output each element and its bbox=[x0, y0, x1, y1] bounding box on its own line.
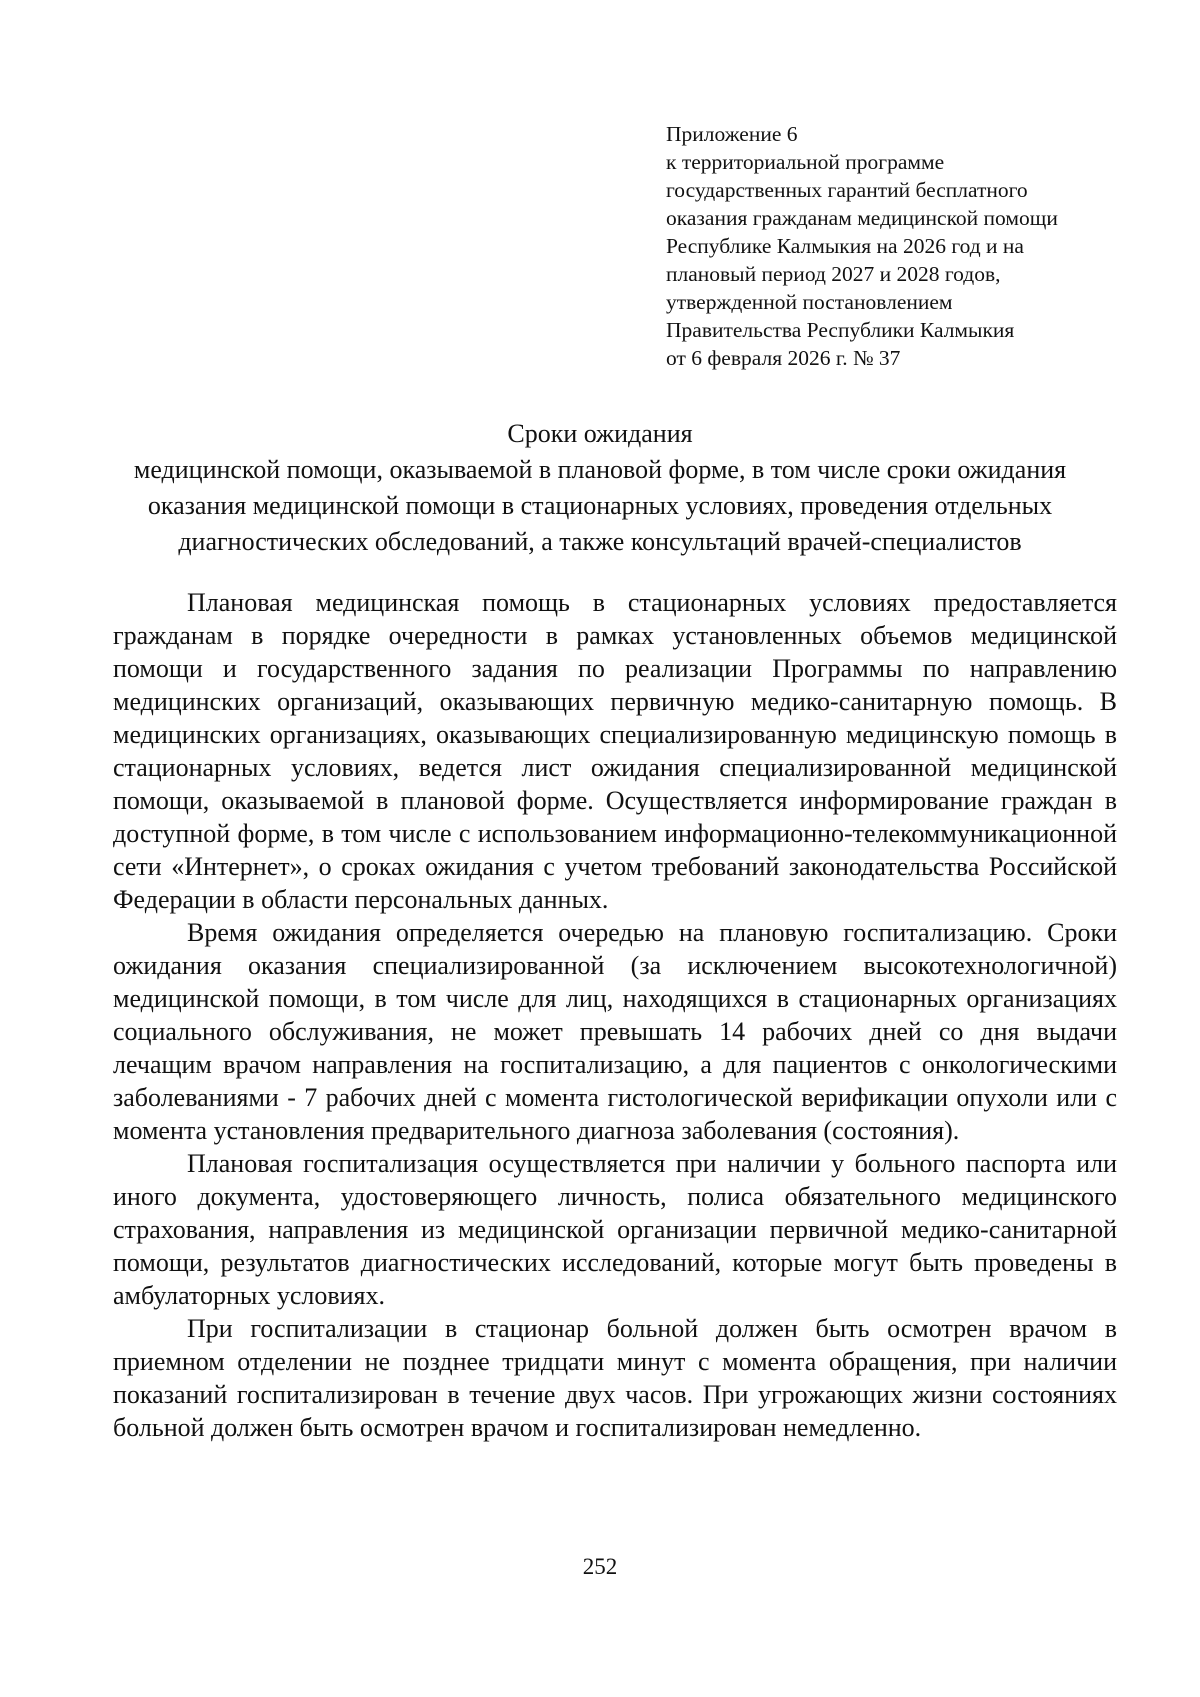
appendix-line: утвержденной постановлением bbox=[666, 290, 953, 314]
appendix-line: от 6 февраля 2026 г. № 37 bbox=[666, 346, 901, 370]
paragraph: Плановая госпитализация осуществляется при наличии у больного паспорта или иного документа, удостоверяющего личность, полиса обязательного медицинского страхования, направления из медицинской организации первичной медико-санитарной помощи, результатов диагностических исследований, которые могут быть проведены в амбулаторных условиях. bbox=[113, 1149, 1117, 1310]
appendix-line: Правительства Республики Калмыкия bbox=[666, 318, 1015, 342]
document-title bbox=[80, 416, 1120, 560]
page-number: 252 bbox=[582, 1554, 618, 1579]
paragraph: При госпитализации в стационар больной должен быть осмотрен врачом в приемном отделении не позднее тридцати минут с момента обращения, при наличии показаний госпитализирован в течение двух часов. При угрожающих жизни состояниях больной должен быть осмотрен врачом и госпитализирован немедленно. bbox=[113, 1314, 1117, 1442]
title-main: Сроки ожидания bbox=[507, 419, 693, 448]
document-body bbox=[113, 586, 1117, 1444]
appendix-line: государственных гарантий бесплатного bbox=[666, 178, 1028, 202]
title-subline: медицинской помощи, оказываемой в плановой форме, в том числе сроки ожидания bbox=[133, 455, 1067, 484]
appendix-line: к территориальной программе bbox=[666, 150, 945, 174]
title-subline: оказания медицинской помощи в стационарных условиях, проведения отдельных bbox=[147, 491, 1053, 520]
paragraph: Плановая медицинская помощь в стационарных условиях предоставляется гражданам в порядке очередности в рамках установленных объемов медицинской помощи и государственного задания по реализации Программы по направлению медицинских организаций, оказывающих первичную медико-санитарную помощь. В медицинских организациях, оказывающих специализированную медицинскую помощь в стационарных условиях, ведется лист ожидания специализированной медицинской помощи, оказываемой в плановой форме. Осуществляется информирование граждан в доступной форме, в том числе с использованием информационно-телекоммуникационной сети «Интернет», о сроках ожидания с учетом требований законодательства Российской Федерации в области персональных данных. bbox=[113, 588, 1117, 914]
appendix-header bbox=[666, 120, 1136, 372]
appendix-line: оказания гражданам медицинской помощи bbox=[666, 206, 1058, 230]
appendix-line: Приложение 6 bbox=[666, 122, 798, 146]
paragraph: Время ожидания определяется очередью на плановую госпитализацию. Сроки ожидания оказания специализированной (за исключением высокотехнологичной) медицинской помощи, в том числе для лиц, находящихся в стационарных организациях социального обслуживания, не может превышать 14 рабочих дней со дня выдачи лечащим врачом направления на госпитализацию, а для пациентов с онкологическими заболеваниями - 7 рабочих дней с момента гистологической верификации опухоли или с момента установления предварительного диагноза заболевания (состояния). bbox=[113, 918, 1117, 1145]
title-subline: диагностических обследований, а также консультаций врачей-специалистов bbox=[178, 527, 1022, 556]
appendix-line: Республике Калмыкия на 2026 год и на bbox=[666, 234, 1024, 258]
appendix-line: плановый период 2027 и 2028 годов, bbox=[666, 262, 1001, 286]
